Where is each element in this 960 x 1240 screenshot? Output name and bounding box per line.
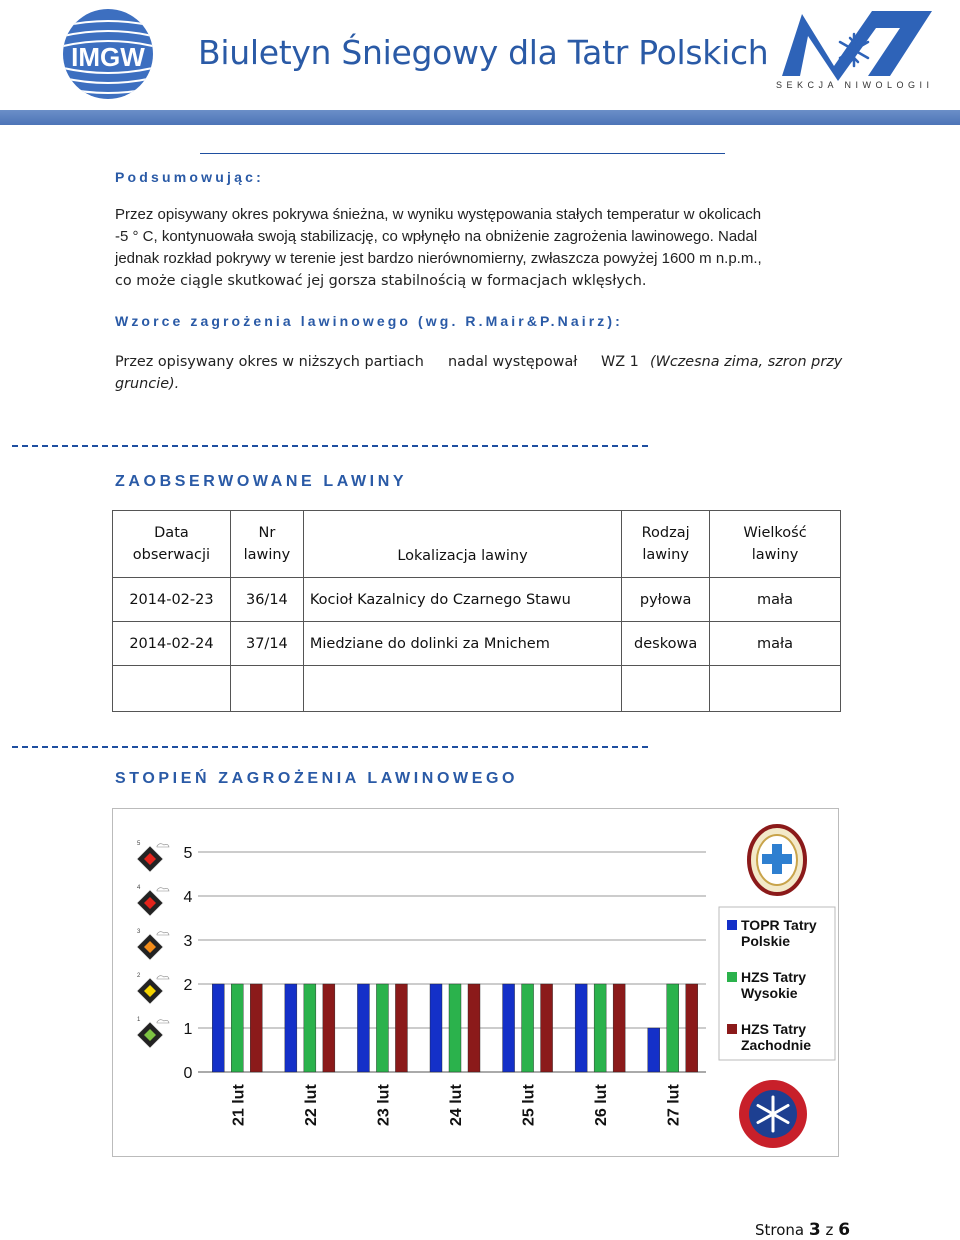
summary-line-3: jednak rozkład pokrywy w terenie jest bardzo nierównomierny, zwłaszcza powyżej 1600 m n.p.m., (115, 250, 762, 267)
y-tick-label: 3 (183, 933, 193, 950)
hzs-emblem (739, 1080, 807, 1148)
x-tick-label: 21 lut (230, 1084, 248, 1126)
y-tick-label: 0 (183, 1065, 193, 1082)
bar-hzs-zachodnie (468, 984, 480, 1072)
cell-type: pyłowa (622, 578, 710, 622)
header-location: Lokalizacja lawiny (303, 511, 621, 578)
cell-date: 2014-02-23 (113, 578, 231, 622)
avalanche-table (112, 510, 841, 712)
danger-chart-svg (113, 809, 838, 1156)
cell-size: mała (710, 578, 841, 622)
cell-location: Kocioł Kazalnicy do Czarnego Stawu (303, 578, 621, 622)
page-total: 6 (838, 1220, 851, 1240)
header-date: Data obserwacji (113, 511, 231, 578)
avalanches-heading: ZAOBSERWOWANE LAWINY (115, 473, 408, 490)
x-tick-label: 22 lut (302, 1084, 320, 1126)
divider-line (200, 153, 725, 154)
y-tick-label: 1 (183, 1021, 193, 1038)
bar-topr (648, 1028, 660, 1072)
bar-hzs-wysokie (231, 984, 243, 1072)
table-row (113, 666, 841, 712)
page-footer (755, 1220, 850, 1240)
svg-text:3: 3 (137, 929, 141, 935)
legend-swatch (727, 920, 737, 930)
cell-date (113, 666, 231, 712)
cell-number: 37/14 (230, 622, 303, 666)
patterns-text-a: Przez opisywany okres w niższych partiach (115, 354, 424, 370)
bulletin-title: Biuletyn Śniegowy dla Tatr Polskich (198, 33, 769, 72)
y-tick-label: 4 (183, 889, 193, 906)
bar-topr (285, 984, 297, 1072)
cell-size (710, 666, 841, 712)
svg-text:1: 1 (137, 1017, 141, 1023)
cell-location (303, 666, 621, 712)
x-tick-label: 23 lut (375, 1084, 393, 1126)
patterns-text-end: gruncie). (115, 376, 180, 392)
bar-topr (357, 984, 369, 1072)
bar-hzs-wysokie (376, 984, 388, 1072)
cell-type (622, 666, 710, 712)
svg-text:2: 2 (137, 973, 141, 979)
imgw-logo (60, 6, 156, 102)
header-bar (0, 110, 960, 125)
header-number: Nr lawiny (230, 511, 303, 578)
bar-hzs-wysokie (522, 984, 534, 1072)
danger-level-5-icon (137, 841, 169, 872)
bar-hzs-wysokie (594, 984, 606, 1072)
legend-swatch (727, 1024, 737, 1034)
table-row (113, 578, 841, 622)
legend-label: HZS Tatry (741, 969, 807, 985)
imgw-logo-text: IMGW (71, 42, 145, 72)
legend-label: Wysokie (741, 985, 798, 1001)
x-tick-label: 27 lut (665, 1084, 683, 1126)
x-tick-label: 25 lut (520, 1084, 538, 1126)
x-tick-label: 24 lut (448, 1084, 465, 1126)
bar-topr (575, 984, 587, 1072)
bar-topr (212, 984, 224, 1072)
bar-hzs-zachodnie (541, 984, 553, 1072)
bar-hzs-zachodnie (395, 984, 407, 1072)
y-tick-label: 5 (183, 845, 193, 862)
topr-emblem (749, 826, 805, 894)
legend-label: TOPR Tatry (741, 917, 817, 933)
patterns-description: (Wczesna zima, szron przy (650, 354, 843, 370)
sekcja-niwologii-text: SEKCJA NIWOLOGII (776, 80, 934, 90)
summary-heading: Podsumowując: (115, 169, 264, 185)
cell-number (230, 666, 303, 712)
page-label: Strona (755, 1221, 805, 1239)
danger-level-2-icon (137, 973, 169, 1004)
section-divider (12, 445, 648, 447)
table-row (113, 622, 841, 666)
summary-paragraph (115, 204, 855, 292)
x-tick-label: 26 lut (593, 1084, 611, 1126)
y-tick-label: 2 (183, 977, 193, 994)
bar-hzs-wysokie (449, 984, 461, 1072)
svg-text:4: 4 (137, 885, 141, 891)
patterns-heading: Wzorce zagrożenia lawinowego (wg. R.Mair&P.Nairz): (115, 313, 623, 329)
bar-topr (503, 984, 515, 1072)
cell-location: Miedziane do dolinki za Mnichem (303, 622, 621, 666)
cell-type: deskowa (622, 622, 710, 666)
bar-hzs-zachodnie (250, 984, 262, 1072)
summary-line-4: co może ciągle skutkować jej gorsza stabilnością w formacjach wklęsłych. (115, 273, 647, 289)
danger-level-3-icon (137, 929, 169, 960)
bar-topr (430, 984, 442, 1072)
danger-level-4-icon (137, 885, 169, 916)
header-size: Wielkość lawiny (710, 511, 841, 578)
summary-line-2: -5 ° C, kontynuowała swoją stabilizację, co wpłynęło na obniżenie zagrożenia lawinowego. Nadal (115, 228, 758, 245)
bar-hzs-zachodnie (323, 984, 335, 1072)
bar-hzs-wysokie (667, 984, 679, 1072)
bar-hzs-zachodnie (686, 984, 698, 1072)
patterns-text-b: nadal występował (448, 354, 578, 370)
bar-hzs-wysokie (304, 984, 316, 1072)
cell-size: mała (710, 622, 841, 666)
danger-level-1-icon (137, 1017, 169, 1048)
svg-text:5: 5 (137, 841, 141, 847)
summary-line-1: Przez opisywany okres pokrywa śnieżna, w wyniku występowania stałych temperatur w okolicach (115, 206, 762, 223)
header-type: Rodzaj lawiny (622, 511, 710, 578)
table-header-row (113, 511, 841, 578)
page-number: 3 (808, 1220, 821, 1240)
cell-date: 2014-02-24 (113, 622, 231, 666)
danger-chart (112, 808, 839, 1157)
section-divider (12, 746, 648, 748)
legend-label: Polskie (741, 933, 791, 949)
danger-heading: STOPIEŃ ZAGROŻENIA LAWINOWEGO (115, 770, 519, 787)
patterns-code: WZ 1 (601, 354, 639, 370)
legend-swatch (727, 972, 737, 982)
bar-hzs-zachodnie (613, 984, 625, 1072)
legend-label: Zachodnie (741, 1037, 812, 1053)
page-of: z (825, 1221, 834, 1239)
legend-label: HZS Tatry (741, 1021, 807, 1037)
cell-number: 36/14 (230, 578, 303, 622)
